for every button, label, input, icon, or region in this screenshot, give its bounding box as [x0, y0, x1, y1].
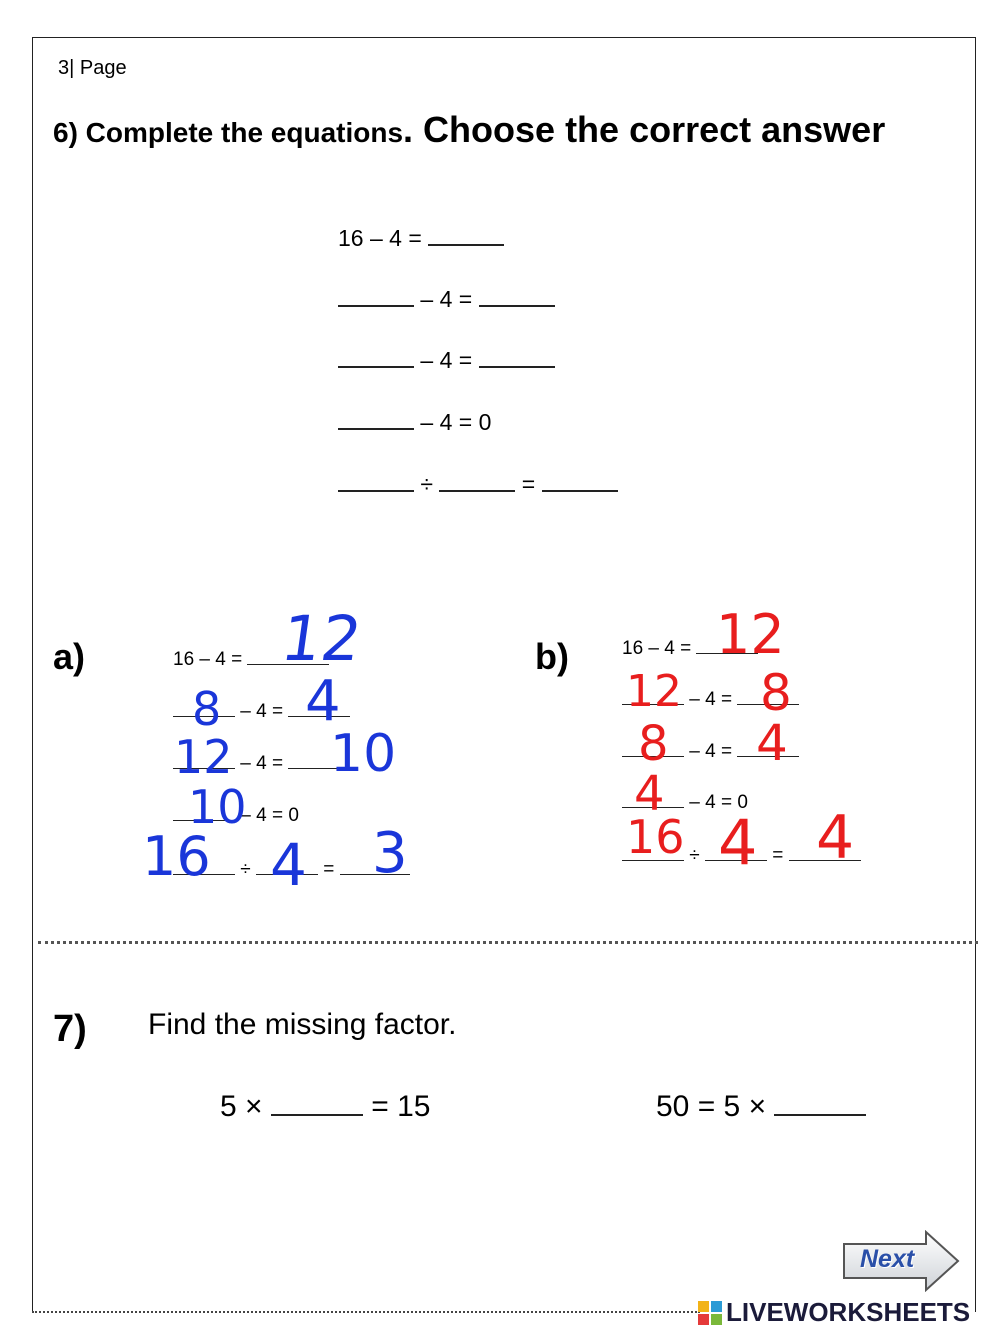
question-7-equation-1	[220, 1088, 430, 1124]
question-6-title-part1: 6) Complete the equations	[53, 117, 404, 148]
option-b-line-1-text: 16 – 4 =	[622, 638, 692, 659]
equation-2-blank-left	[338, 283, 414, 307]
option-a-answer-3-left: 12	[174, 730, 233, 784]
bottom-dotted-border	[32, 1311, 700, 1313]
option-a-answer-3-right: 10	[330, 724, 397, 784]
question-6-title-part2: . Choose the correct answer	[403, 109, 886, 150]
question-7-equation-2	[656, 1088, 866, 1124]
equation-2	[338, 283, 555, 313]
question-7-equation-2-left: 50 = 5 ×	[656, 1090, 767, 1123]
section-divider	[38, 941, 978, 944]
brand-name: LIVEWORKSHEETS	[726, 1296, 971, 1327]
next-button[interactable]	[842, 1230, 960, 1292]
question-7-label: 7)	[53, 1008, 87, 1050]
option-a-line-5-divide: ÷	[240, 859, 251, 880]
question-6-title	[53, 104, 933, 164]
equation-5-equals: =	[521, 471, 536, 497]
option-b-answer-3-right: 4	[756, 714, 788, 772]
option-b-label[interactable]: b)	[535, 636, 569, 677]
equation-3	[338, 344, 555, 374]
option-a-answer-5-left: 16	[142, 825, 211, 888]
equation-1-blank	[428, 222, 504, 246]
equation-3-text: – 4 =	[420, 347, 473, 373]
option-b-line-5-equals: =	[772, 845, 784, 866]
option-b-answer-1: 12	[716, 603, 785, 666]
option-b-line-2-text: – 4 =	[689, 689, 733, 710]
question-7-equation-1-left: 5 ×	[220, 1090, 263, 1123]
option-a-answer-2-left: 8	[192, 682, 222, 736]
question-7-equation-2-blank[interactable]	[774, 1088, 866, 1116]
equation-5-blank-2	[439, 468, 515, 492]
equation-4-text: – 4 = 0	[420, 409, 492, 435]
option-a-answer-5-mid: 4	[270, 831, 307, 899]
equation-5-divide: ÷	[420, 471, 434, 497]
option-b-line-5-divide: ÷	[689, 845, 700, 866]
option-a-answer-4-left: 10	[188, 780, 247, 834]
equation-1	[338, 222, 504, 252]
option-b-answer-2-right: 8	[760, 664, 792, 722]
option-b-answer-5-right: 4	[816, 803, 855, 873]
option-b-answer-2-left: 12	[626, 666, 682, 717]
logo-icon	[698, 1299, 724, 1325]
option-b-answer-4-left: 4	[634, 766, 665, 822]
option-b-answer-3-left: 8	[638, 716, 669, 772]
equation-2-text: – 4 =	[420, 286, 473, 312]
option-a-label[interactable]: a)	[53, 636, 86, 677]
option-a-answer-1: 12	[276, 602, 367, 675]
question-7-equation-1-blank[interactable]	[271, 1088, 363, 1116]
question-7-text: Find the missing factor.	[148, 1008, 457, 1041]
option-b-answer-5-left: 16	[626, 810, 685, 864]
option-a-answer-2-right: 4	[305, 669, 341, 734]
option-a-answer-5-right: 3	[372, 821, 408, 886]
option-b-line-3-text: – 4 =	[689, 741, 733, 762]
equation-4-blank	[338, 406, 414, 430]
option-a-line-4-text: – 4 = 0	[240, 805, 299, 826]
option-a-line-3-text: – 4 =	[240, 753, 284, 774]
equation-4	[338, 406, 491, 436]
option-b-answer-5-mid: 4	[718, 806, 758, 879]
equation-5	[338, 468, 618, 498]
equation-5-blank-3	[542, 468, 618, 492]
next-button-label: Next	[860, 1245, 915, 1273]
page-number: 3| Page	[58, 57, 127, 79]
equation-5-blank-1	[338, 468, 414, 492]
option-a-line-2-text: – 4 =	[240, 701, 284, 722]
equation-3-blank-left	[338, 344, 414, 368]
question-7-equation-1-right: = 15	[371, 1090, 431, 1123]
equation-3-blank-right	[479, 344, 555, 368]
equation-1-text: 16 – 4 =	[338, 225, 422, 251]
option-a-line-5-equals: =	[323, 859, 335, 880]
option-a-line-1-text: 16 – 4 =	[173, 649, 243, 670]
equation-2-blank-right	[479, 283, 555, 307]
liveworksheets-logo	[698, 1297, 970, 1327]
option-b-line-4-text: – 4 = 0	[689, 792, 748, 813]
